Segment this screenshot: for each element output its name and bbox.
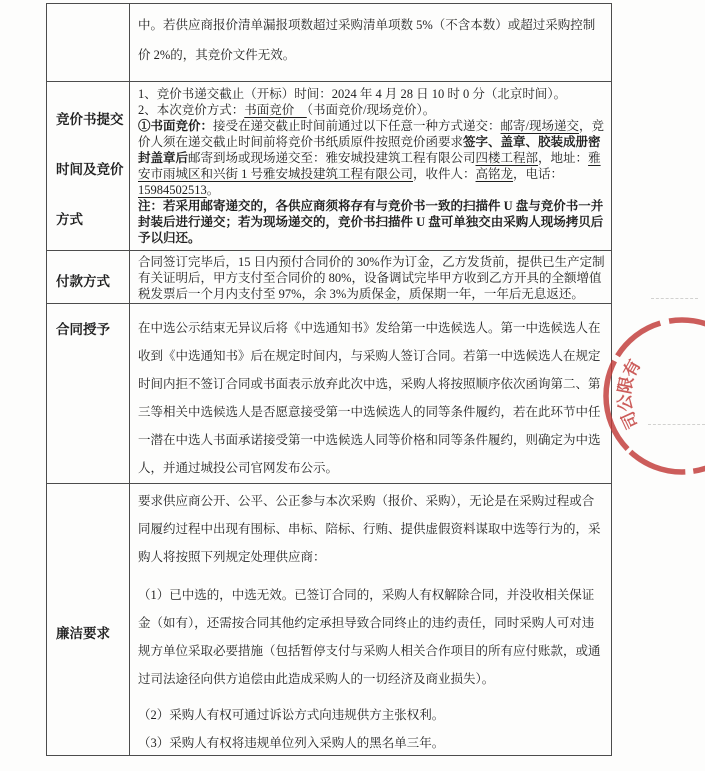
text-segment: 注：若采用邮寄递交的，各供应商须将存有与竞价书一致的扫描件 U 盘与竞价书一并 — [138, 199, 604, 213]
text-segment: （1）已中选的，中选无效。已签订合同的，采购人有权解除合同，并没收相关保证 — [138, 588, 595, 602]
row-header-text: 付款方式 — [56, 274, 110, 289]
text-segment: 书面竞价 — [244, 103, 307, 117]
text-line — [138, 134, 607, 150]
text-segment: 税发票后一个月内支付至 97%，余 3%为质保金，质保期一年，一年后无息返还。 — [138, 287, 584, 301]
text-line — [138, 314, 607, 342]
text-line — [138, 701, 607, 729]
text-segment: 规方单位采取必要措施（包括暂停支付与采购人相关合作项目的所有应付账款，或通 — [138, 644, 601, 658]
paragraph — [138, 10, 607, 70]
text-segment: 。 — [206, 183, 220, 197]
text-line — [138, 665, 607, 693]
text-segment: 邮寄到场或现场递交至：雅安城投建筑工程有限公司 — [188, 151, 476, 165]
text-segment: 封装后进行递交；若为现场递交的，竞价书扫描件 U 盘可单独交由采购人现场拷贝后 — [138, 215, 604, 229]
text-segment: 15984502513 — [138, 183, 207, 197]
text-line — [138, 230, 607, 246]
text-segment: 合同签订完毕后，15 日内预付合同价的 30%作为订金，乙方发货前，提供已生产定制 — [138, 255, 605, 269]
text-segment: 同履约过程中出现有围标、串标、陪标、行贿、提供虚假资料谋取中选等行为的，采 — [138, 522, 601, 536]
seal-character: 司 — [618, 408, 643, 432]
text-line — [138, 86, 607, 102]
seal-ring — [606, 320, 705, 472]
text-segment: 金（如有），还需按合同其他约定承担导致合同终止的违约责任，同时采购人可对违 — [138, 616, 595, 630]
row-content-cell — [130, 251, 611, 303]
text-line — [138, 254, 607, 270]
text-segment: （书面竞价/现场竞价）。 — [306, 103, 436, 117]
text-line — [138, 166, 607, 182]
row-header-cell — [47, 304, 130, 483]
text-segment: 购人将按照下列规定处理供应商： — [138, 550, 326, 564]
scan-artifact-dash — [648, 424, 705, 425]
text-segment: （3）采购人有权将违规单位列入采购人的黑名单三年。 — [138, 736, 445, 750]
text-line — [138, 426, 607, 454]
text-line — [138, 198, 607, 214]
text-line — [138, 543, 607, 571]
paragraph — [138, 581, 607, 693]
text-segment: 雅 — [588, 151, 601, 165]
text-segment: （2）采购人有权可通过诉讼方式向违规供方主张权利。 — [138, 708, 445, 722]
text-line — [138, 487, 607, 515]
text-segment: 价 2%的，其竞价文件无效。 — [138, 48, 296, 62]
text-segment: 在中选公示结束无异议后将《中选通知书》发给第一中选候选人。第一中选候选人在 — [138, 321, 601, 335]
text-segment: 过司法途径向供方追偿由此造成采购人的一切经济及商业损失）。 — [138, 672, 495, 686]
seal-character: 公 — [614, 393, 636, 413]
table-row — [47, 251, 611, 304]
text-segment: 有关证明后，甲方支付至合同价的 80%，设备调试完毕甲方收到乙方开具的全额增值 — [138, 271, 602, 285]
row-header-cell — [47, 251, 130, 303]
text-segment: 接受在递交截止时间前通过以下任意一种方式递交： — [213, 119, 501, 133]
text-segment: 要求供应商公开、公平、公正参与本次采购（报价、采购），无论是在采购过程或合 — [138, 494, 595, 508]
procurement-terms-table — [46, 3, 612, 756]
seal-text — [615, 356, 645, 432]
row-content-cell — [130, 484, 611, 755]
table-row — [47, 484, 611, 755]
row-header-cell — [47, 82, 130, 250]
text-segment: 中。若供应商报价清单漏报项数超过采购清单项数 5%（不含本数）或超过采购控制 — [138, 18, 596, 32]
seal-character: 有 — [619, 356, 645, 381]
row-header-text: 廉洁要求 — [56, 626, 110, 641]
paragraph — [138, 86, 607, 246]
text-segment: 收到《中选通知书》后在规定时间内，与采购人签订合同。若第一中选候选人在规定 — [138, 349, 601, 363]
text-segment: ①书面竞价： — [138, 119, 214, 133]
paragraph — [138, 729, 607, 755]
text-line — [138, 214, 607, 230]
text-segment: 予以归还。 — [138, 231, 201, 245]
text-segment: 安市雨城区和兴街 1 号雅安城投建筑工程有限公司 — [138, 167, 414, 181]
text-line — [138, 102, 607, 118]
text-line — [138, 182, 607, 198]
table-row — [47, 304, 611, 484]
text-line — [138, 40, 607, 70]
text-line — [138, 454, 607, 482]
row-content-cell — [130, 82, 611, 250]
text-segment: 签字、盖章、胶装成册密 — [463, 135, 601, 149]
text-segment: ，地址： — [538, 151, 589, 165]
row-header-text: 时间及竞价 — [56, 162, 124, 177]
text-line — [138, 342, 607, 370]
scan-artifact-dash — [651, 298, 698, 299]
text-line — [138, 118, 607, 134]
text-segment: 人，并通过城投公司官网发布公示。 — [138, 461, 339, 475]
row-header-text: 方式 — [56, 212, 83, 227]
paragraph — [138, 314, 607, 482]
table-row — [47, 4, 611, 82]
text-line — [138, 150, 607, 166]
text-segment: 1、竞价书递交截止（开标）时间：2024 年 4 月 28 日 10 时 0 分（北京时间）。 — [138, 87, 567, 101]
row-content-cell — [130, 4, 611, 81]
text-segment: 高铭龙 — [475, 167, 514, 181]
text-line — [138, 10, 607, 40]
text-line — [138, 398, 607, 426]
table-row — [47, 82, 611, 251]
text-segment: 封盖章后 — [138, 151, 189, 165]
text-line — [138, 581, 607, 609]
text-segment: 四楼工程部 — [475, 151, 539, 165]
text-segment: 2、本次竞价方式： — [138, 103, 245, 117]
seal-character: 限 — [615, 374, 637, 396]
row-header-cell — [47, 484, 130, 755]
text-line — [138, 270, 607, 286]
row-header-text: 合同授予 — [56, 322, 110, 337]
text-line — [138, 515, 607, 543]
text-segment: 价人须在递交截止时间前将竞价书纸质原件按照竞价函要求 — [138, 135, 464, 149]
row-header-cell — [47, 4, 130, 81]
text-segment: 一潜在中选人书面承诺接受第一中选候选人同等价格和同等条件履约，则确定为中选 — [138, 433, 601, 447]
text-segment: ，竞 — [579, 119, 605, 133]
text-line — [138, 609, 607, 637]
paragraph — [138, 487, 607, 571]
text-line — [138, 370, 607, 398]
text-line — [138, 286, 607, 302]
paragraph — [138, 701, 607, 729]
text-segment: 邮寄/现场递交 — [500, 119, 580, 133]
text-segment: 时间内拒不签订合同或书面表示放弃此次中选，采购人将按照顺序依次函询第二、第 — [138, 377, 601, 391]
paragraph — [138, 254, 607, 302]
text-line — [138, 637, 607, 665]
row-content-cell — [130, 304, 611, 483]
text-segment: ，收件人： — [413, 167, 476, 181]
row-header-text: 竞价书提交 — [56, 112, 124, 127]
text-segment: 三等相关中选候选人是否愿意接受第一中选候选人的同等条件履约，若在此环节中任 — [138, 405, 601, 419]
text-line — [138, 729, 607, 755]
text-segment: ，电话： — [513, 167, 564, 181]
